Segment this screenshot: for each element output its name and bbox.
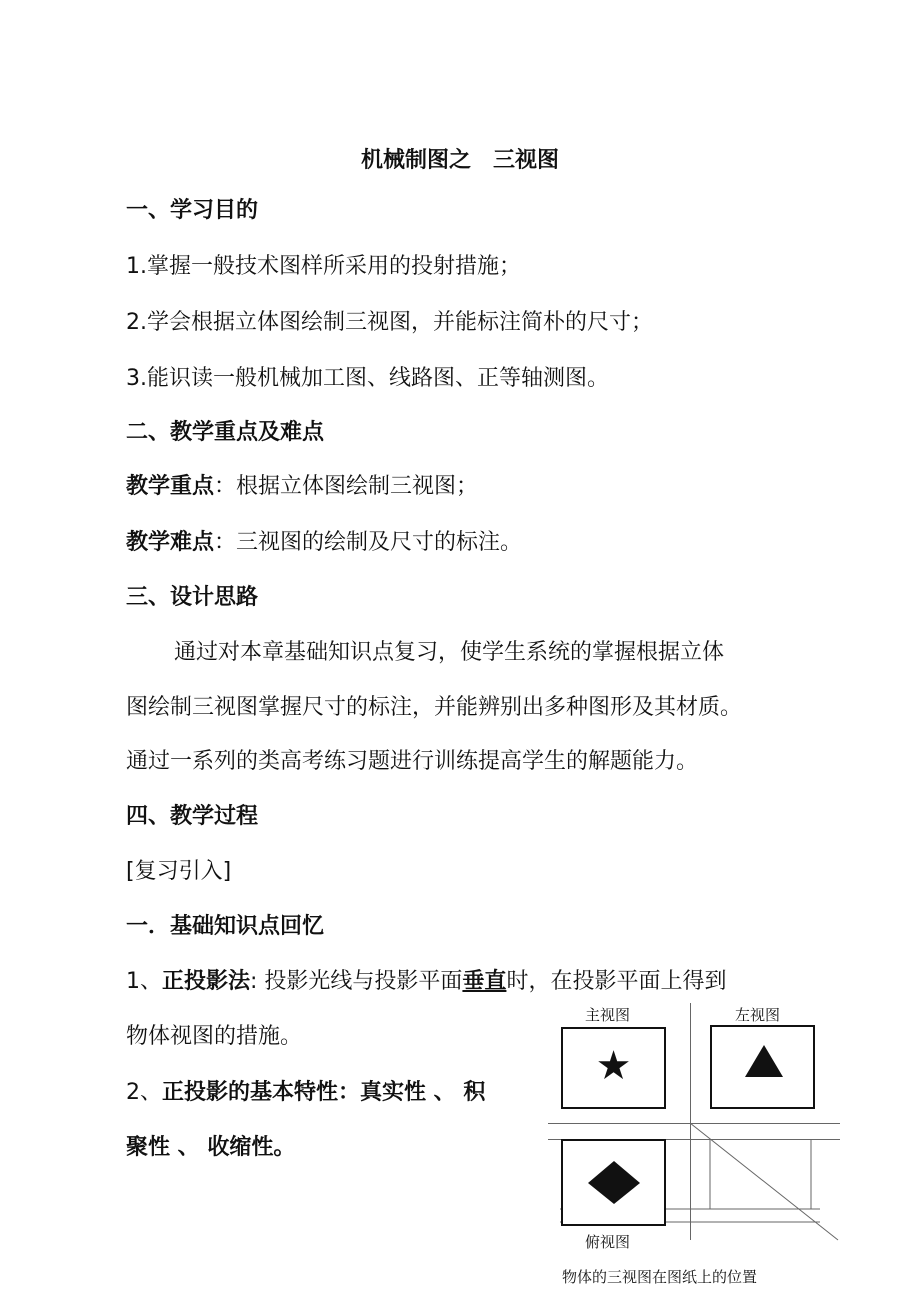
key-point-text: ：根据立体图绘制三视图； <box>214 474 479 499</box>
p1-text-b: 时，在投影平面上得到 <box>506 969 727 994</box>
left-view-label: 左视图 <box>735 1006 781 1024</box>
goal-item-3: 3.能识读一般机械加工图、线路图、正等轴测图。 <box>126 366 609 391</box>
top-view-label: 俯视图 <box>585 1233 631 1251</box>
goal-item-2: 2.学会根据立体图绘制三视图，并能标注简朴的尺寸； <box>126 310 653 335</box>
top-view-box <box>561 1139 666 1226</box>
star-icon: ★ <box>595 1043 632 1089</box>
sub-heading: 一．基础知识点回忆 <box>126 914 325 939</box>
design-line-3: 通过一系列的类高考练习题进行训练提高学生的解题能力。 <box>126 749 699 774</box>
projection-line-2: 物体视图的措施。 <box>126 1024 303 1049</box>
p2-text: 正投影的基本特性：真实性 、 积 <box>162 1080 486 1105</box>
p1-label: 正投影法 <box>162 969 251 994</box>
page-title: 机械制图之 三视图 <box>360 148 559 173</box>
review-intro: [复习引入] <box>126 859 232 884</box>
p1-text-a: : 投影光线与投影平面 <box>250 969 463 994</box>
section4-heading: 四、教学过程 <box>126 804 259 829</box>
key-point-label: 教学重点 <box>126 474 215 499</box>
front-view-box <box>561 1027 666 1109</box>
p1-underline: 垂直 <box>462 969 507 994</box>
section2-heading: 二、教学重点及难点 <box>126 420 325 445</box>
front-view-label: 主视图 <box>585 1006 631 1024</box>
property-line-2: 聚性 、 收缩性。 <box>126 1135 296 1160</box>
section1-heading: 一、学习目的 <box>126 198 259 223</box>
section3-heading: 三、设计思路 <box>126 585 259 610</box>
left-view-box <box>710 1025 815 1109</box>
difficulty-label: 教学难点 <box>126 530 215 555</box>
goal-item-1: 1.掌握一般技术图样所采用的投射措施； <box>126 254 521 279</box>
p1-number: 1、 <box>126 969 162 994</box>
design-line-1: 通过对本章基础知识点复习，使学生系统的掌握根据立体 <box>174 640 725 665</box>
triangle-icon <box>712 1027 813 1107</box>
diamond-icon <box>563 1141 664 1224</box>
design-line-2: 图绘制三视图掌握尺寸的标注，并能辨别出多种图形及其材质。 <box>126 695 743 720</box>
figure-caption: 物体的三视图在图纸上的位置 <box>562 1268 758 1286</box>
difficulty-text: ：三视图的绘制及尺寸的标注。 <box>214 530 523 555</box>
p2-number: 2、 <box>126 1080 162 1105</box>
